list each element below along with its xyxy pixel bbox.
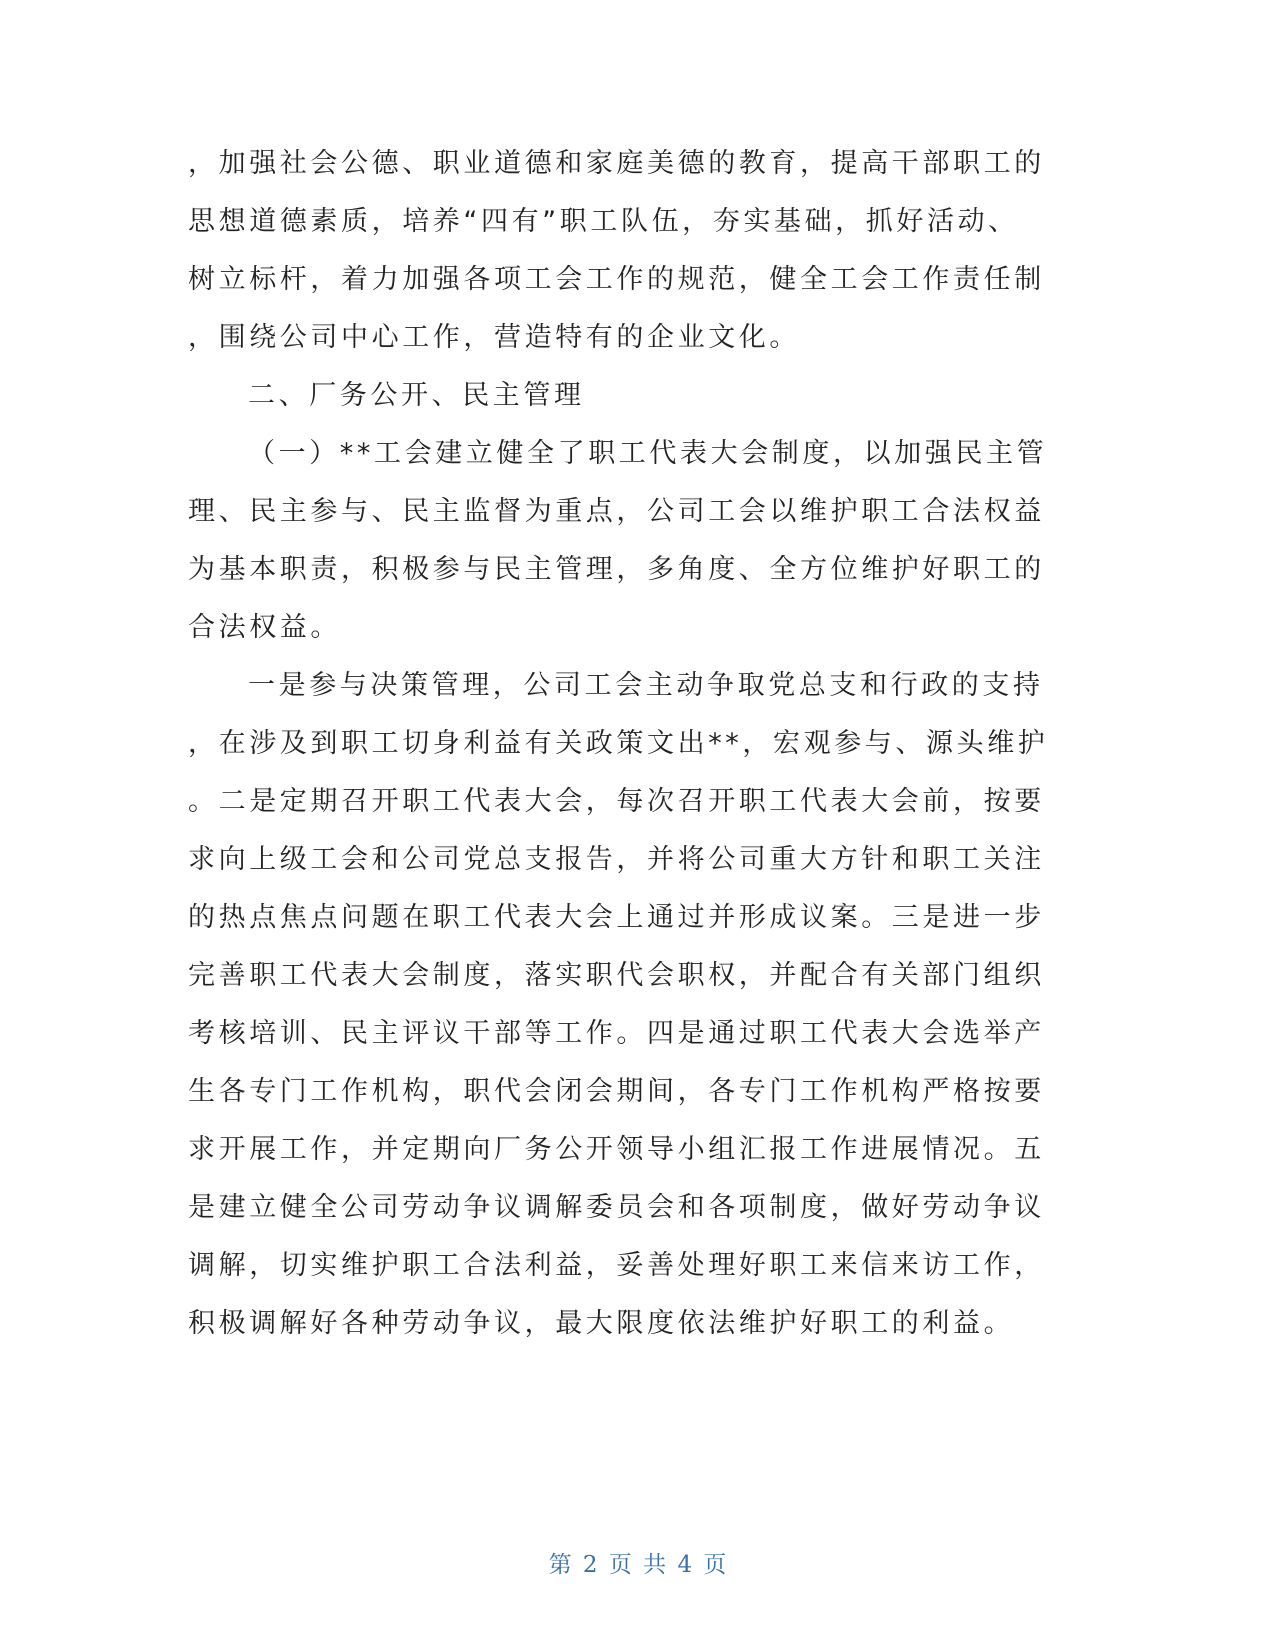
text-line: 树立标杆，着力加强各项工会工作的规范，健全工会工作责任制 bbox=[188, 264, 1045, 295]
text-line: 为基本职责，积极参与民主管理，多角度、全方位维护好职工的 bbox=[188, 554, 1045, 585]
text-line: 思想道德素质，培养“四有”职工队伍，夯实基础，抓好活动、 bbox=[188, 206, 1019, 237]
text-line: 完善职工代表大会制度，落实职代会职权，并配合有关部门组织 bbox=[188, 960, 1045, 991]
text-line: 调解，切实维护职工合法利益，妥善处理好职工来信来访工作， bbox=[188, 1250, 1045, 1281]
text-line: 求向上级工会和公司党总支报告，并将公司重大方针和职工关注 bbox=[188, 844, 1045, 875]
text-line: 考核培训、民主评议干部等工作。四是通过职工代表大会选举产 bbox=[188, 1018, 1045, 1049]
text-line: 的热点焦点问题在职工代表大会上通过并形成议案。三是进一步 bbox=[188, 902, 1045, 933]
text-line: 一是参与决策管理，公司工会主动争取党总支和行政的支持 bbox=[248, 670, 1044, 701]
text-line: ，围绕公司中心工作，营造特有的企业文化。 bbox=[188, 322, 800, 353]
text-line: 求开展工作，并定期向厂务公开领导小组汇报工作进展情况。五 bbox=[188, 1134, 1045, 1165]
text-line: 理、民主参与、民主监督为重点，公司工会以维护职工合法权益 bbox=[188, 496, 1045, 527]
text-line: 。二是定期召开职工代表大会，每次召开职工代表大会前，按要 bbox=[188, 786, 1045, 817]
text-line: ，加强社会公德、职业道德和家庭美德的教育，提高干部职工的 bbox=[188, 148, 1045, 179]
page-number-footer: 第 2 页 共 4 页 bbox=[548, 1552, 727, 1578]
section-heading: 二、厂务公开、民主管理 bbox=[248, 380, 585, 411]
text-line: 是建立健全公司劳动争议调解委员会和各项制度，做好劳动争议 bbox=[188, 1192, 1045, 1223]
text-line: 合法权益。 bbox=[188, 612, 341, 643]
text-line: 积极调解好各种劳动争议，最大限度依法维护好职工的利益。 bbox=[188, 1308, 1015, 1339]
text-line: 生各专门工作机构，职代会闭会期间，各专门工作机构严格按要 bbox=[188, 1076, 1045, 1107]
text-line: （一）**工会建立健全了职工代表大会制度，以加强民主管 bbox=[248, 438, 1048, 469]
text-line: ，在涉及到职工切身利益有关政策文出**，宏观参与、源头维护 bbox=[188, 728, 1049, 759]
